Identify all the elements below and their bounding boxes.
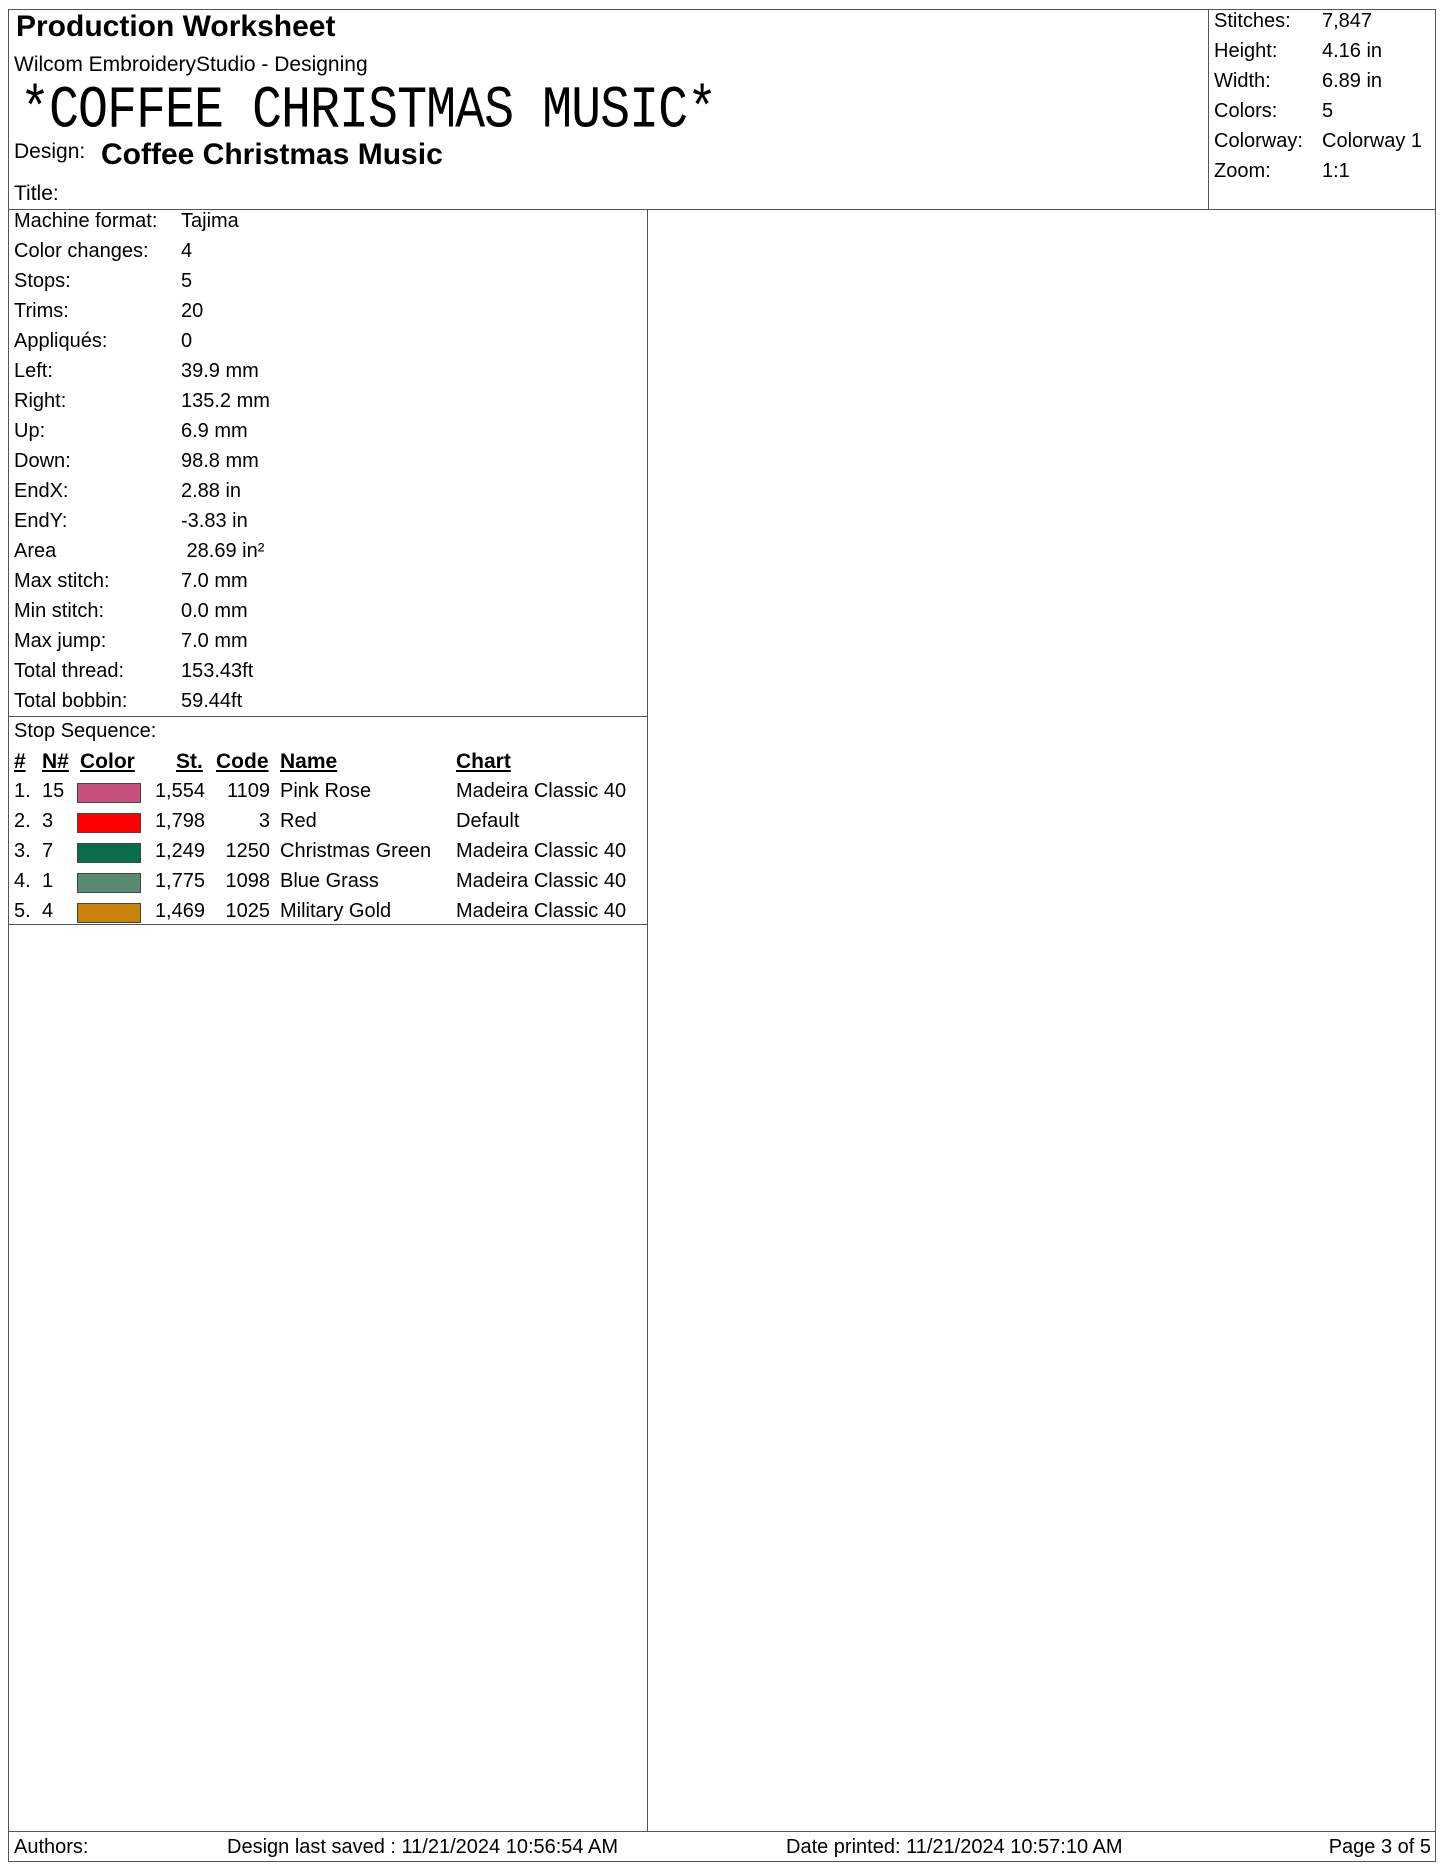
last-saved: Design last saved : 11/21/2024 10:56:54 AM	[227, 1836, 619, 1858]
row-num: 3.	[14, 840, 31, 862]
table-row	[0, 870, 650, 900]
info-value: 135.2 mm	[181, 390, 270, 412]
info-value: 4	[181, 240, 193, 262]
stop-sequence-label: Stop Sequence:	[14, 720, 157, 742]
row-name: Pink Rose	[280, 780, 372, 802]
info-value: 6.9 mm	[181, 420, 248, 442]
row-stitches: 1,798	[154, 810, 205, 832]
info-label: Total thread:	[14, 660, 125, 682]
stat-value: Colorway 1	[1322, 130, 1423, 152]
row-code: 1250	[225, 840, 270, 862]
info-label: Left:	[14, 360, 53, 382]
info-value: 28.69 in²	[181, 540, 265, 562]
info-value: 0	[181, 330, 193, 352]
row-needle: 3	[42, 810, 54, 832]
col-num-header: #	[14, 750, 26, 773]
row-stitches: 1,775	[154, 870, 205, 892]
row-code: 3	[258, 810, 270, 832]
table-row	[0, 780, 650, 810]
stat-label: Zoom:	[1214, 160, 1271, 182]
info-value: -3.83 in	[181, 510, 248, 532]
info-value: 7.0 mm	[181, 630, 248, 652]
stat-value: 4.16 in	[1322, 40, 1383, 62]
info-value: 20	[181, 300, 204, 322]
col-color-header: Color	[80, 750, 135, 773]
info-value: 0.0 mm	[181, 600, 248, 622]
info-label: Trims:	[14, 300, 69, 322]
row-chart: Default	[456, 810, 520, 832]
info-label: Stops:	[14, 270, 71, 292]
stat-label: Colors:	[1214, 100, 1278, 122]
info-label: EndX:	[14, 480, 69, 502]
row-chart: Madeira Classic 40	[456, 840, 627, 862]
stat-label: Height:	[1214, 40, 1278, 62]
info-label: Min stitch:	[14, 600, 105, 622]
app-name: Wilcom EmbroideryStudio - Designing	[14, 53, 368, 76]
info-label: Max stitch:	[14, 570, 110, 592]
info-label: Max jump:	[14, 630, 107, 652]
row-num: 5.	[14, 900, 31, 922]
info-label: Appliqués:	[14, 330, 108, 352]
info-label: Total bobbin:	[14, 690, 128, 712]
col-code-header: Code	[216, 750, 269, 773]
design-name: Coffee Christmas Music	[101, 138, 443, 171]
color-swatch	[77, 843, 141, 863]
row-name: Military Gold	[280, 900, 392, 922]
table-row	[0, 900, 650, 930]
info-value: 39.9 mm	[181, 360, 259, 382]
info-label: Color changes:	[14, 240, 149, 262]
table-row	[0, 810, 650, 840]
stat-label: Colorway:	[1214, 130, 1303, 152]
row-code: 1098	[225, 870, 270, 892]
color-swatch	[77, 873, 141, 893]
info-value: 59.44ft	[181, 690, 243, 712]
page-title: Production Worksheet	[16, 10, 336, 43]
design-label: Design:	[14, 140, 86, 163]
row-needle: 1	[42, 870, 54, 892]
table-row	[0, 840, 650, 870]
stats-divider	[1208, 9, 1209, 209]
stat-value: 6.89 in	[1322, 70, 1383, 92]
page-number: Page 3 of 5	[1328, 1836, 1431, 1858]
info-label: Machine format:	[14, 210, 158, 232]
footer-divider	[8, 1831, 1436, 1832]
row-stitches: 1,249	[154, 840, 205, 862]
color-swatch	[77, 813, 141, 833]
info-value: 7.0 mm	[181, 570, 248, 592]
worksheet-frame	[8, 9, 1436, 1862]
row-name: Christmas Green	[280, 840, 432, 862]
column-divider	[647, 209, 648, 1831]
row-chart: Madeira Classic 40	[456, 780, 627, 802]
row-chart: Madeira Classic 40	[456, 870, 627, 892]
info-value: 2.88 in	[181, 480, 242, 502]
row-stitches: 1,554	[154, 780, 205, 802]
date-printed: Date printed: 11/21/2024 10:57:10 AM	[786, 1836, 1123, 1858]
row-stitches: 1,469	[154, 900, 205, 922]
info-label: Down:	[14, 450, 71, 472]
info-value: Tajima	[181, 210, 239, 232]
info-label: Right:	[14, 390, 67, 412]
info-value: 98.8 mm	[181, 450, 259, 472]
row-name: Blue Grass	[280, 870, 379, 892]
row-num: 4.	[14, 870, 31, 892]
info-label: EndY:	[14, 510, 68, 532]
info-label: Area	[14, 540, 57, 562]
row-needle: 7	[42, 840, 54, 862]
row-needle: 4	[42, 900, 54, 922]
stat-label: Width:	[1214, 70, 1271, 92]
info-divider	[8, 716, 648, 717]
row-code: 1025	[225, 900, 270, 922]
stat-label: Stitches:	[1214, 10, 1291, 32]
row-chart: Madeira Classic 40	[456, 900, 627, 922]
info-value: 153.43ft	[181, 660, 254, 682]
stat-value: 7,847	[1322, 10, 1373, 32]
col-stitches-header: St.	[176, 750, 203, 773]
color-swatch	[77, 903, 141, 923]
row-num: 2.	[14, 810, 31, 832]
row-code: 1109	[226, 780, 270, 802]
barcode-text: *COFFEE CHRISTMAS MUSIC*	[20, 78, 717, 146]
col-name-header: Name	[280, 750, 338, 773]
info-label: Up:	[14, 420, 46, 442]
row-num: 1.	[14, 780, 31, 802]
info-value: 5	[181, 270, 193, 292]
color-swatch	[77, 783, 141, 803]
authors-label: Authors:	[14, 1836, 89, 1858]
stat-value: 5	[1322, 100, 1334, 122]
title-label: Title:	[14, 182, 59, 205]
col-chart-header: Chart	[456, 750, 511, 773]
row-needle: 15	[42, 780, 65, 802]
row-name: Red	[280, 810, 317, 832]
col-needle-header: N#	[42, 750, 69, 773]
stat-value: 1:1	[1322, 160, 1350, 182]
